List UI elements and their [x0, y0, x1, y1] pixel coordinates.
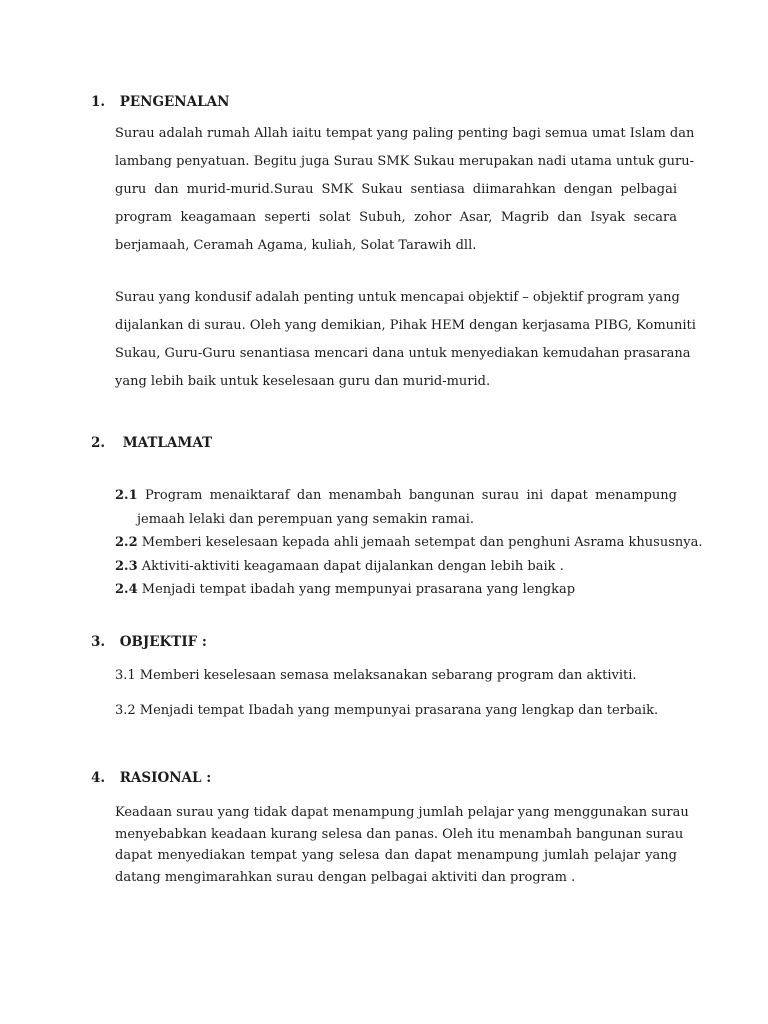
pengenalan-paragraph-2	[115, 284, 696, 396]
list-item	[115, 578, 677, 602]
item-number: 2.2	[115, 535, 138, 550]
matlamat-list	[115, 484, 703, 602]
paragraph-line: guru dan murid-murid.Surau SMK Sukau sentiasa diimarahkan dengan pelbagai	[115, 182, 677, 197]
section-number: 2.	[91, 435, 106, 451]
paragraph-line: berjamaah, Ceramah Agama, kuliah, Solat Tarawih dll.	[115, 238, 477, 253]
section-title: OBJEKTIF :	[119, 634, 207, 650]
paragraph-line: dapat menyediakan tempat yang selesa dan dapat menampung jumlah pelajar yang	[115, 848, 677, 863]
paragraph-line: yang lebih baik untuk keselesaan guru dan murid-murid.	[115, 374, 491, 389]
item-number: 2.4	[115, 582, 138, 597]
rasional-paragraph	[115, 802, 689, 888]
paragraph-line: lambang penyatuan. Begitu juga Surau SMK Sukau merupakan nadi utama untuk guru-	[115, 154, 695, 169]
section-number: 3.	[91, 634, 106, 650]
item-text: Memberi keselesaan kepada ahli jemaah setempat dan penghuni Asrama khususnya.	[141, 535, 703, 550]
paragraph-line: menyebabkan keadaan kurang selesa dan panas. Oleh itu menambah bangunan surau	[115, 826, 684, 842]
paragraph-line: program keagamaan seperti solat Subuh, zohor Asar, Magrib dan Isyak secara	[115, 210, 677, 225]
section-number: 1.	[91, 94, 106, 110]
section-title: PENGENALAN	[119, 94, 230, 110]
paragraph-line: dijalankan di surau. Oleh yang demikian, Pihak HEM dengan kerjasama PIBG, Komuniti	[115, 318, 696, 333]
section-title: RASIONAL :	[119, 770, 212, 786]
objektif-item: 3.1 Memberi keselesaan semasa melaksanakan sebarang program dan aktiviti.	[115, 668, 637, 683]
pengenalan-paragraph-1	[115, 120, 695, 260]
paragraph-line: Surau yang kondusif adalah penting untuk mencapai objektif – objektif program yang	[115, 290, 680, 305]
item-text: Menjadi tempat ibadah yang mempunyai prasarana yang lengkap	[141, 582, 576, 597]
section-heading-pengenalan	[91, 94, 229, 110]
list-item	[115, 484, 677, 531]
item-text: Aktiviti-aktiviti keagamaan dapat dijalankan dengan lebih baik .	[141, 558, 564, 574]
paragraph-line: datang mengimarahkan surau dengan pelbagai aktiviti dan program .	[115, 869, 576, 885]
item-number: 2.1	[115, 488, 138, 503]
paragraph-line: Sukau, Guru-Guru senantiasa mencari dana untuk menyediakan kemudahan prasarana	[115, 346, 691, 361]
section-title: MATLAMAT	[122, 435, 213, 451]
paragraph-line: Surau adalah rumah Allah iaitu tempat yang paling penting bagi semua umat Islam dan	[115, 126, 695, 141]
item-text: Program menaiktaraf dan menambah bangunan surau ini dapat menampung	[144, 488, 677, 503]
item-text: jemaah lelaki dan perempuan yang semakin ramai.	[137, 511, 474, 527]
item-number: 2.3	[115, 558, 138, 574]
section-heading-rasional	[91, 770, 211, 786]
list-item	[115, 555, 677, 579]
list-item	[115, 531, 703, 555]
objektif-item: 3.2 Menjadi tempat Ibadah yang mempunyai prasarana yang lengkap dan terbaik.	[115, 703, 659, 718]
section-heading-matlamat	[91, 435, 212, 451]
section-number: 4.	[91, 770, 106, 786]
section-heading-objektif	[91, 634, 207, 650]
paragraph-line: Keadaan surau yang tidak dapat menampung jumlah pelajar yang menggunakan surau	[115, 805, 689, 820]
